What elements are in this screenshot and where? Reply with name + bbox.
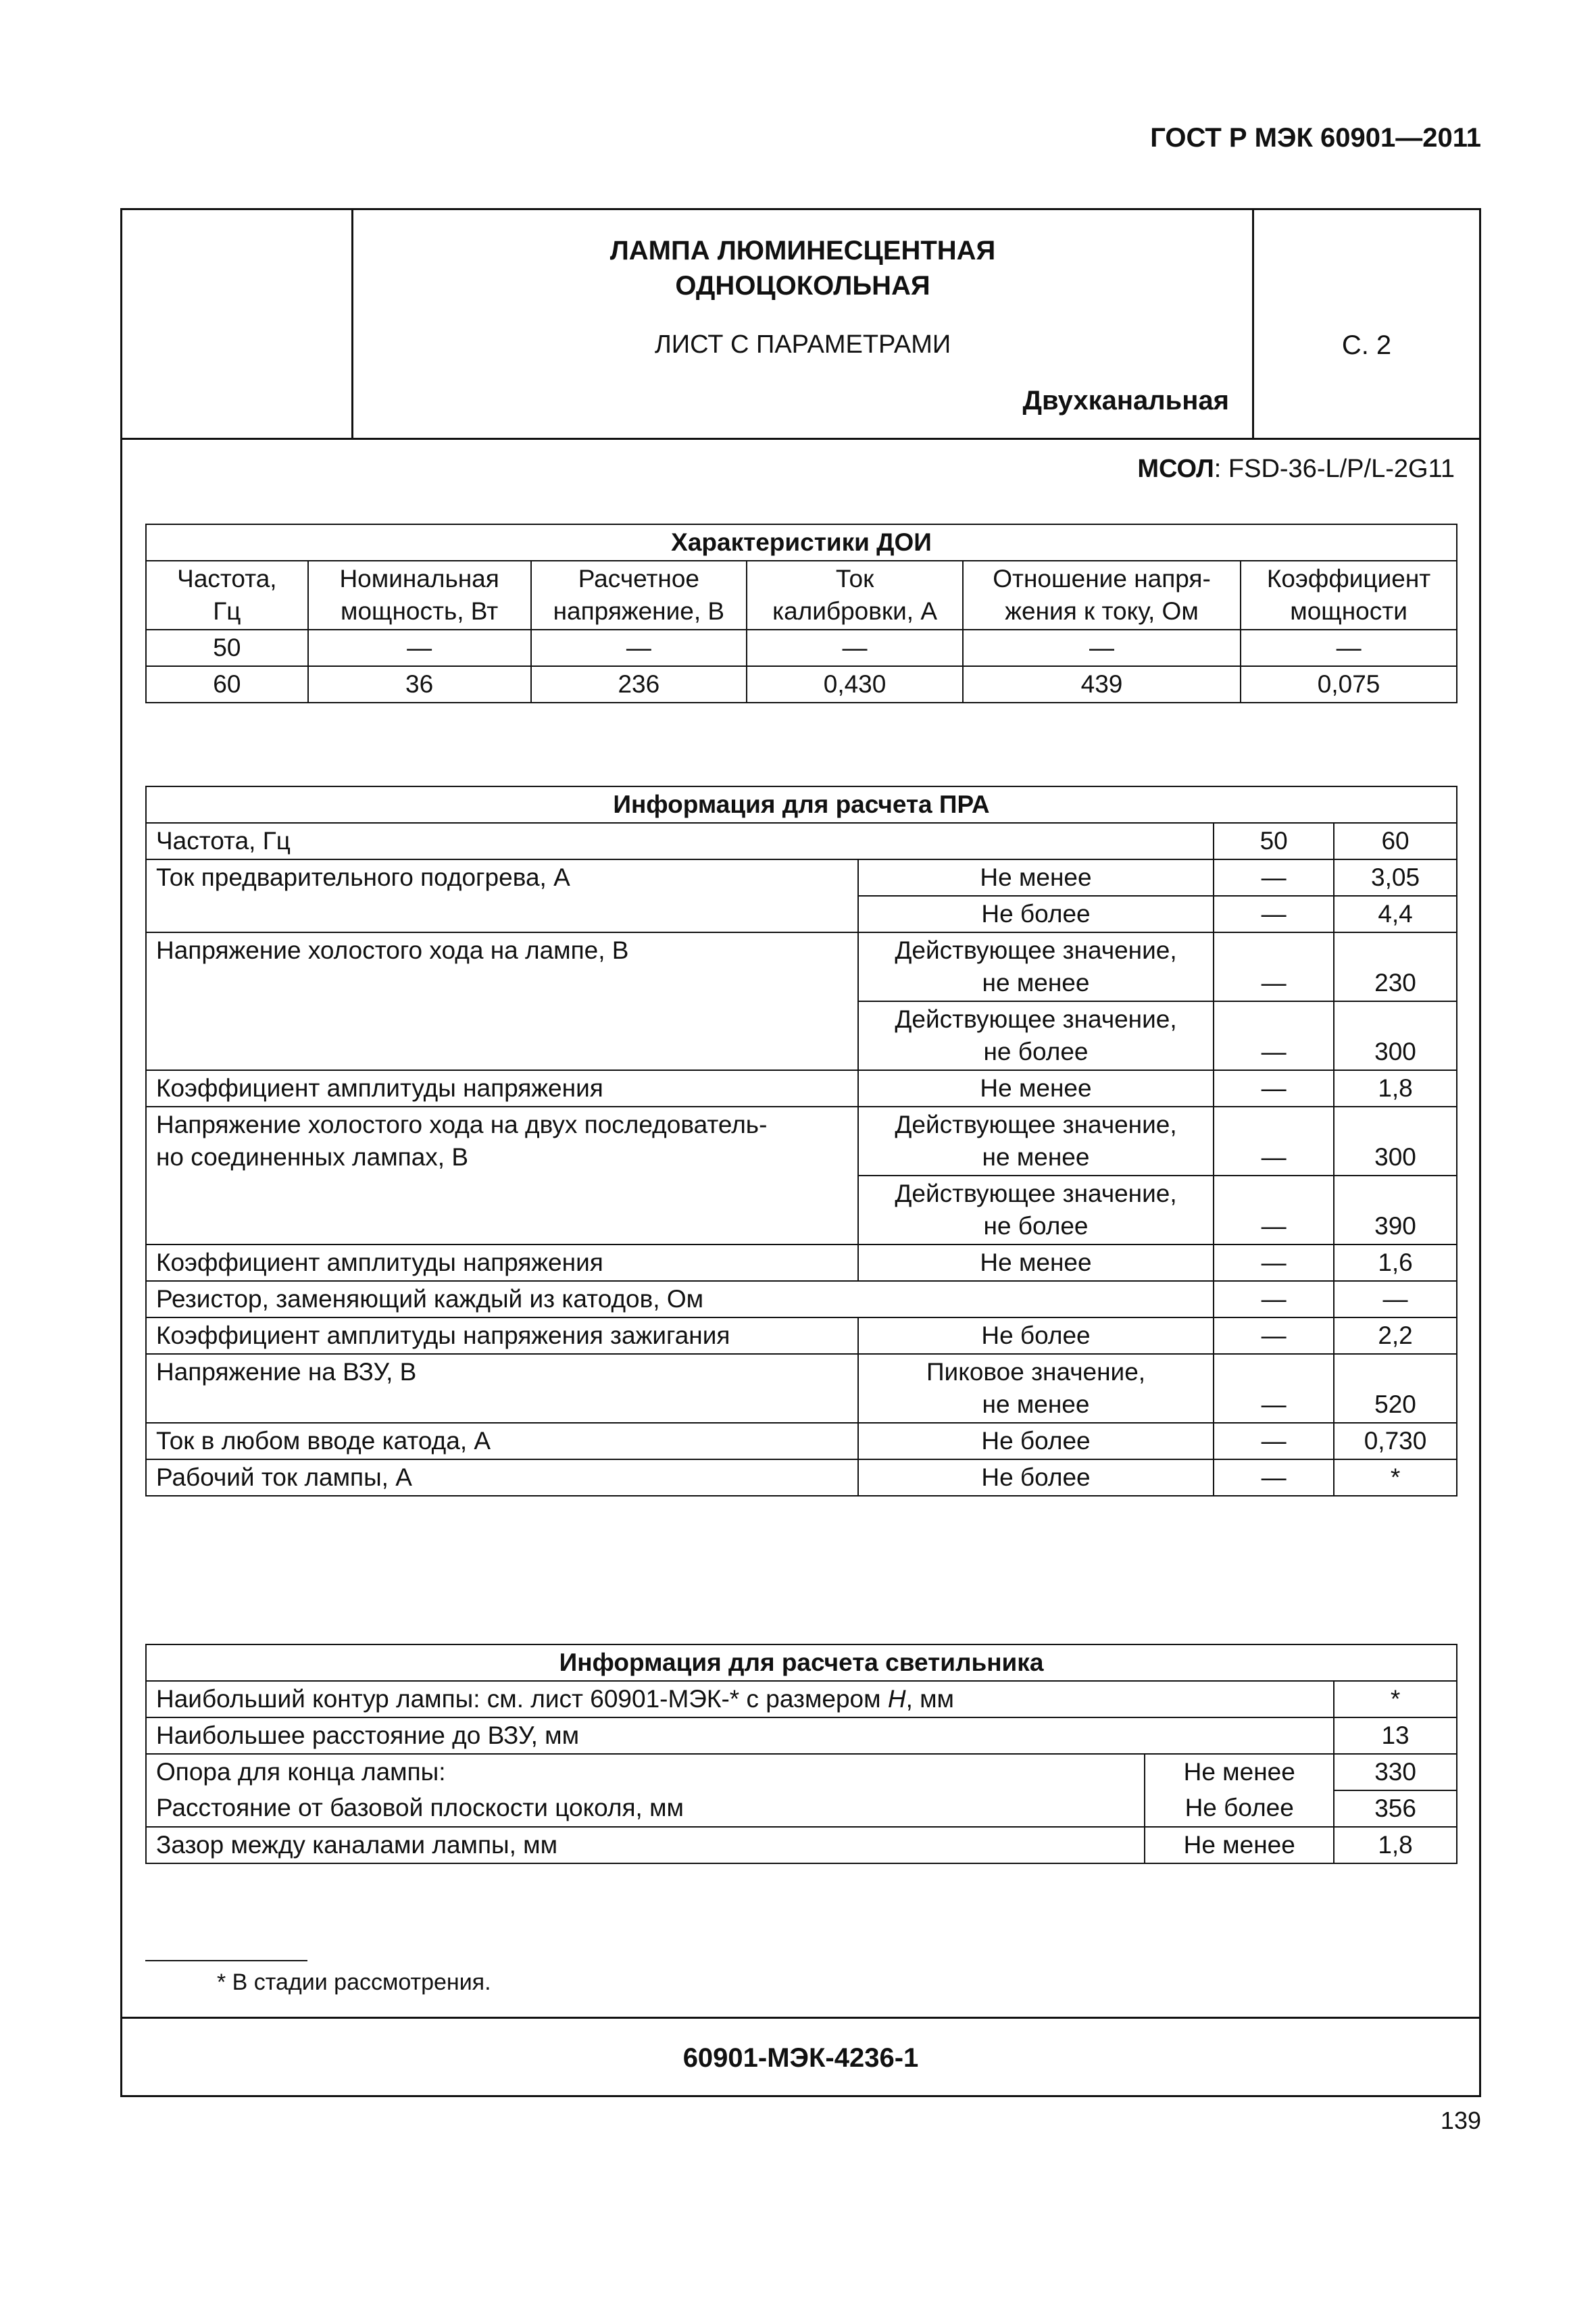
value-60: 2,2 xyxy=(1334,1317,1457,1354)
condition-line: не менее xyxy=(982,1390,1090,1418)
value: 356 xyxy=(1334,1790,1457,1827)
condition-line: не менее xyxy=(982,969,1090,997)
header-right-cell xyxy=(1252,210,1479,438)
condition-line: Действующее значение, xyxy=(895,1005,1177,1033)
doi-cell: 439 xyxy=(963,666,1241,703)
table-row xyxy=(146,1281,1457,1317)
doi-table xyxy=(145,524,1457,703)
condition: Не менее xyxy=(1145,1827,1334,1863)
sheet-frame xyxy=(120,208,1481,2097)
condition-line: не более xyxy=(983,1038,1089,1065)
label-line: Напряжение холостого хода на двух последователь- xyxy=(156,1111,768,1138)
value-50: — xyxy=(1214,1244,1334,1281)
condition xyxy=(858,1354,1214,1423)
condition-line: Действующее значение, xyxy=(895,1111,1177,1138)
param-label: Зазор между каналами лампы, мм xyxy=(146,1827,1145,1863)
value-60: 390 xyxy=(1334,1176,1457,1244)
header-line: Отношение напря- xyxy=(993,565,1211,593)
table-row xyxy=(146,1754,1457,1790)
mcol-value: : FSD-36-L/P/L-2G11 xyxy=(1214,455,1455,483)
table-row xyxy=(146,1107,1457,1176)
header-line: Номинальная xyxy=(339,565,499,593)
value-50: — xyxy=(1214,1176,1334,1244)
table-row xyxy=(146,1354,1457,1423)
table-row xyxy=(146,1827,1457,1863)
table-row xyxy=(146,1070,1457,1107)
condition: Не менее xyxy=(858,1070,1214,1107)
lamp-title-line1: ЛАМПА ЛЮМИНЕСЦЕНТНАЯ xyxy=(609,236,996,266)
value-60: 300 xyxy=(1334,1107,1457,1176)
label-line: но соединенных лампах, В xyxy=(156,1143,469,1171)
value-50: — xyxy=(1214,932,1334,1001)
table-row xyxy=(146,1423,1457,1459)
header-line: Частота, xyxy=(177,565,277,593)
value-50: — xyxy=(1214,1070,1334,1107)
page-number: 139 xyxy=(1440,2107,1481,2134)
table-row xyxy=(146,666,1457,703)
document-code: ГОСТ Р МЭК 60901—2011 xyxy=(1150,123,1481,153)
condition: Не более xyxy=(858,1317,1214,1354)
value: * xyxy=(1334,1681,1457,1717)
condition: Не менее xyxy=(858,859,1214,896)
header-line: Коэффициент xyxy=(1266,565,1431,593)
header-line: Гц xyxy=(213,597,241,625)
condition-line: Действующее значение, xyxy=(895,1180,1177,1207)
value-60: 4,4 xyxy=(1334,896,1457,932)
lamp-title xyxy=(353,233,1252,303)
value: 330 xyxy=(1334,1754,1457,1790)
table-row xyxy=(146,1717,1457,1754)
doi-cell: — xyxy=(747,630,963,666)
condition xyxy=(858,1107,1214,1176)
doi-cell: 50 xyxy=(146,630,308,666)
param-label: Опора для конца лампы: xyxy=(146,1754,1145,1790)
param-label xyxy=(146,1107,858,1244)
condition xyxy=(858,932,1214,1001)
value-50: — xyxy=(1214,1107,1334,1176)
doi-cell: 0,075 xyxy=(1241,666,1457,703)
value-60: 230 xyxy=(1334,932,1457,1001)
value: 13 xyxy=(1334,1717,1457,1754)
pra-table-caption: Информация для расчета ПРА xyxy=(146,786,1457,823)
param-label: Коэффициент амплитуды напряжения xyxy=(146,1070,858,1107)
param-label: Резистор, заменяющий каждый из катодов, Ом xyxy=(146,1281,1214,1317)
condition-line: Пиковое значение, xyxy=(926,1358,1146,1386)
header-line: напряжение, В xyxy=(553,597,725,625)
sheet-header xyxy=(122,210,1479,440)
doi-cell: — xyxy=(1241,630,1457,666)
lamp-title-line2: ОДНОЦОКОЛЬНАЯ xyxy=(675,271,930,301)
table-row xyxy=(146,1459,1457,1496)
doi-cell: — xyxy=(308,630,531,666)
sheet-footer xyxy=(122,2017,1479,2095)
freq-60: 60 xyxy=(1334,823,1457,859)
doi-header-cell xyxy=(1241,561,1457,630)
value-50: — xyxy=(1214,1459,1334,1496)
condition-line: Действующее значение, xyxy=(895,936,1177,964)
pra-table xyxy=(145,786,1457,1496)
doi-cell: — xyxy=(531,630,747,666)
table-row xyxy=(146,630,1457,666)
value-60: 3,05 xyxy=(1334,859,1457,896)
luminaire-table-caption: Информация для расчета светильника xyxy=(146,1644,1457,1681)
value-60: 1,6 xyxy=(1334,1244,1457,1281)
header-line: Ток xyxy=(835,565,874,593)
condition-line: не менее xyxy=(982,1143,1090,1171)
footnote: * В стадии рассмотрения. xyxy=(217,1969,491,1995)
param-label: Ток в любом вводе катода, А xyxy=(146,1423,858,1459)
param-label xyxy=(146,1681,1334,1717)
value-60: 0,730 xyxy=(1334,1423,1457,1459)
header-line: Расчетное xyxy=(578,565,699,593)
doi-cell: 0,430 xyxy=(747,666,963,703)
value-50: — xyxy=(1214,1281,1334,1317)
doi-header-cell xyxy=(747,561,963,630)
value: 1,8 xyxy=(1334,1827,1457,1863)
value-60: * xyxy=(1334,1459,1457,1496)
condition: Не более xyxy=(858,896,1214,932)
freq-label: Частота, Гц xyxy=(146,823,1214,859)
condition: Не менее xyxy=(858,1244,1214,1281)
param-label: Напряжение холостого хода на лампе, В xyxy=(146,932,858,1070)
param-label: Коэффициент амплитуды напряжения xyxy=(146,1244,858,1281)
doi-cell: 60 xyxy=(146,666,308,703)
doi-header-cell xyxy=(531,561,747,630)
param-label: Напряжение на ВЗУ, В xyxy=(146,1354,858,1423)
doi-cell: — xyxy=(963,630,1241,666)
value-50: — xyxy=(1214,859,1334,896)
sheet-page: С. 2 xyxy=(1341,330,1392,360)
mcol-label: МСОЛ xyxy=(1137,455,1214,483)
param-label: Ток предварительного подогрева, А xyxy=(146,859,858,932)
label-part: , мм xyxy=(905,1685,954,1713)
condition xyxy=(858,1176,1214,1244)
doi-header-cell xyxy=(146,561,308,630)
sheet-code: 60901-МЭК-4236-1 xyxy=(682,2043,919,2073)
doi-header-cell xyxy=(963,561,1241,630)
sheet-label: ЛИСТ С ПАРАМЕТРАМИ xyxy=(654,330,951,359)
table-row xyxy=(146,1317,1457,1354)
value-50: — xyxy=(1214,1317,1334,1354)
value-60: 520 xyxy=(1334,1354,1457,1423)
table-row xyxy=(146,859,1457,896)
header-line: мощности xyxy=(1290,597,1407,625)
doi-header-cell xyxy=(308,561,531,630)
table-row xyxy=(146,1244,1457,1281)
condition: Не более xyxy=(858,1423,1214,1459)
header-line: калибровки, А xyxy=(772,597,938,625)
condition-line: не более xyxy=(983,1212,1089,1240)
value-50: — xyxy=(1214,1001,1334,1070)
header-middle-cell xyxy=(353,210,1252,438)
value-60: 300 xyxy=(1334,1001,1457,1070)
doi-cell: 36 xyxy=(308,666,531,703)
condition xyxy=(858,1001,1214,1070)
param-label: Наибольшее расстояние до ВЗУ, мм xyxy=(146,1717,1334,1754)
value-50: — xyxy=(1214,1354,1334,1423)
label-dimension: H xyxy=(887,1685,906,1713)
value-60: 1,8 xyxy=(1334,1070,1457,1107)
condition: Не менее xyxy=(1145,1754,1334,1790)
table-row xyxy=(146,932,1457,1001)
freq-50: 50 xyxy=(1214,823,1334,859)
doi-header-row xyxy=(146,561,1457,630)
value-50: — xyxy=(1214,1423,1334,1459)
value-50: — xyxy=(1214,896,1334,932)
header-line: жения к току, Ом xyxy=(1005,597,1199,625)
value-60: — xyxy=(1334,1281,1457,1317)
mcol-designation xyxy=(1137,455,1455,484)
lamp-variant: Двухканальная xyxy=(1022,386,1229,416)
table-row xyxy=(146,1790,1457,1827)
param-label: Рабочий ток лампы, А xyxy=(146,1459,858,1496)
header-left-cell xyxy=(122,210,353,438)
condition: Не более xyxy=(1145,1790,1334,1827)
condition: Не более xyxy=(858,1459,1214,1496)
label-part: Наибольший контур лампы: см. лист 60901-МЭК-* с размером xyxy=(156,1685,888,1713)
table-row xyxy=(146,1681,1457,1717)
param-label: Расстояние от базовой плоскости цоколя, мм xyxy=(146,1790,1145,1827)
doi-cell: 236 xyxy=(531,666,747,703)
param-label: Коэффициент амплитуды напряжения зажигания xyxy=(146,1317,858,1354)
footnote-divider xyxy=(145,1960,307,1961)
doi-table-caption: Характеристики ДОИ xyxy=(146,524,1457,561)
luminaire-table xyxy=(145,1644,1457,1864)
header-line: мощность, Вт xyxy=(341,597,499,625)
table-row xyxy=(146,823,1457,859)
